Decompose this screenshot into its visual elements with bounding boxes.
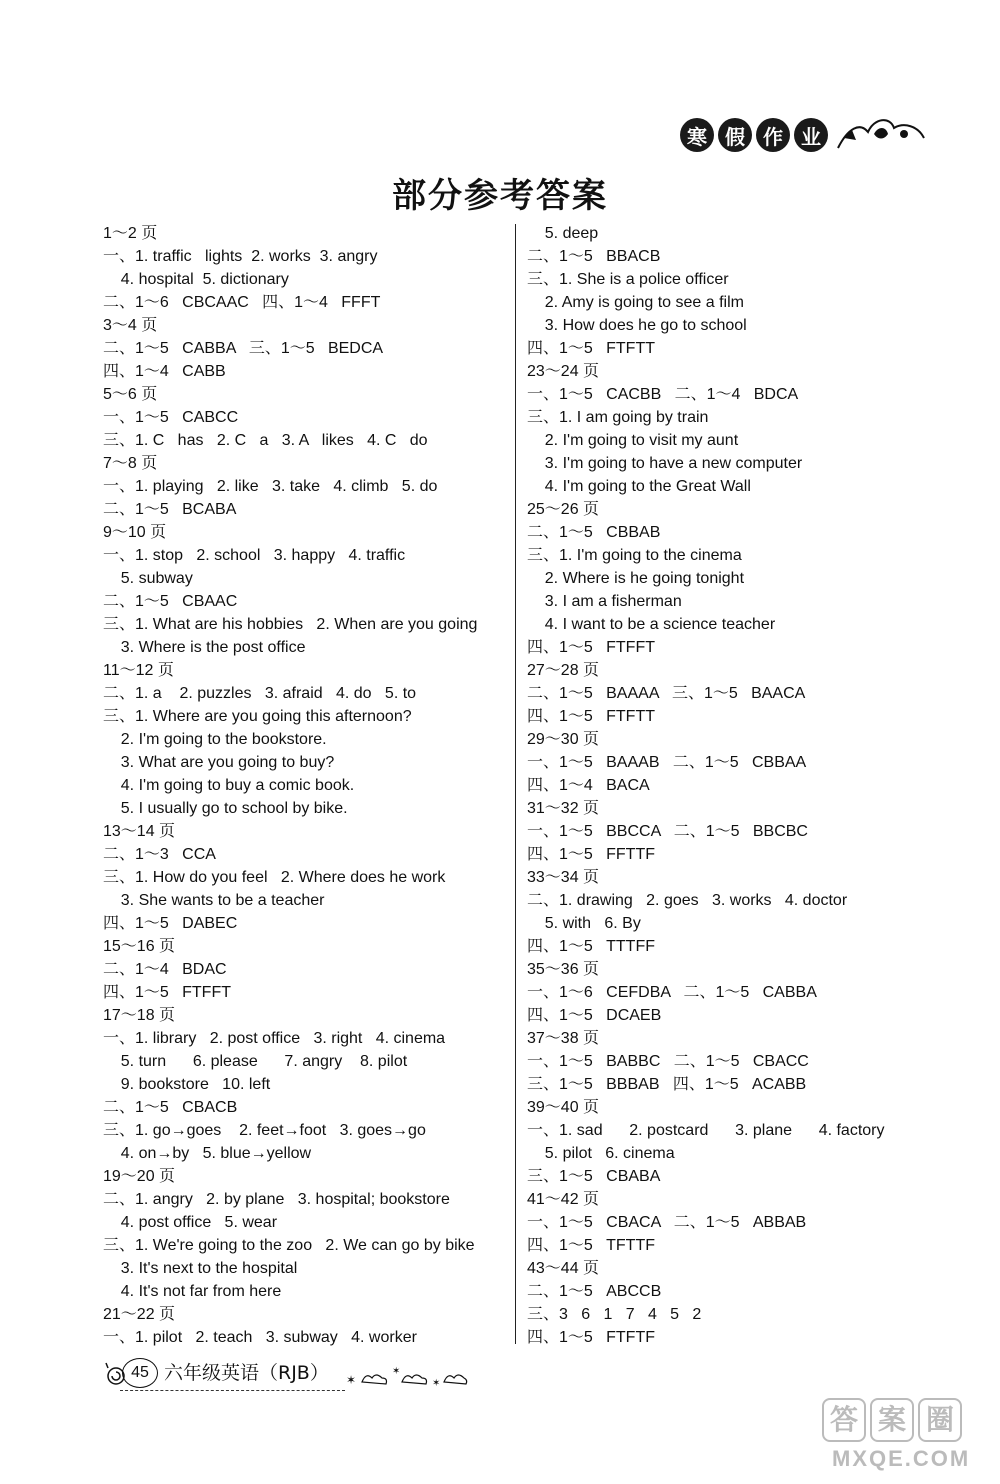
answer-line: 二、1. drawing 2. goes 3. works 4. doctor (527, 892, 848, 909)
answer-line: 一、1. traffic lights 2. works 3. angry (103, 248, 378, 265)
watermark-char: 答 (822, 1398, 866, 1442)
answer-line: 23～24 页 (527, 363, 600, 380)
answer-line: 二、1～5 CBAAC (103, 593, 238, 610)
answer-line: 四、1～5 FTFTT (527, 708, 656, 725)
answer-line: 一、1～5 CACBB 二、1～4 BDCA (527, 386, 799, 403)
answer-line: 3. Where is the post office (103, 639, 306, 656)
answer-line: 二、1. angry 2. by plane 3. hospital; bookstore (103, 1191, 450, 1208)
answer-line: 5. I usually go to school by bike. (103, 800, 348, 817)
answer-line: 5. pilot 6. cinema (527, 1145, 675, 1162)
answer-line: 一、1. sad 2. postcard 3. plane 4. factory (527, 1122, 885, 1139)
answer-line: 三、1～5 CBABA (527, 1168, 661, 1185)
answer-line: 一、1. pilot 2. teach 3. subway 4. worker (103, 1329, 417, 1346)
answer-line: 二、1～5 CBBAB (527, 524, 661, 541)
header-badge: 业 (794, 118, 828, 152)
watermark-char: 案 (870, 1398, 914, 1442)
answer-line: 四、1～5 FTFTT (527, 340, 656, 357)
header-badge: 寒 (680, 118, 714, 152)
answer-line: 二、1～5 ABCCB (527, 1283, 662, 1300)
answer-line: 2. I'm going to the bookstore. (103, 731, 327, 748)
answer-line: 3～4 页 (103, 317, 158, 334)
answer-line: 二、1～5 CBACB (103, 1099, 238, 1116)
answer-line: 5～6 页 (103, 386, 158, 403)
svg-text:✶: ✶ (432, 1378, 441, 1389)
answer-line: 二、1～4 BDAC (103, 961, 227, 978)
answer-line: 11～12 页 (103, 662, 174, 679)
answer-line: 三、1. What are his hobbies 2. When are you going (103, 616, 478, 633)
answer-line: 二、1～5 BAAAA 三、1～5 BAACA (527, 685, 806, 702)
answer-line: 5. deep (527, 225, 599, 242)
page-footer (100, 1356, 480, 1396)
answer-line: 4. I'm going to buy a comic book. (103, 777, 355, 794)
answer-line: 三、1. I'm going to the cinema (527, 547, 742, 564)
answer-line: 7～8 页 (103, 455, 158, 472)
answer-line: 3. I'm going to have a new computer (527, 455, 803, 472)
answer-line: 5. subway (103, 570, 193, 587)
answer-line: 一、1～5 CBACA 二、1～5 ABBAB (527, 1214, 807, 1231)
answer-line: 13～14 页 (103, 823, 176, 840)
answer-line: 19～20 页 (103, 1168, 176, 1185)
answer-line: 二、1～5 BCABA (103, 501, 237, 518)
watermark (822, 1398, 972, 1478)
answer-line: 一、1～5 BAAAB 二、1～5 CBBAA (527, 754, 807, 771)
svg-text:✶: ✶ (346, 1373, 357, 1387)
answer-line: 二、1～6 CBCAAC 四、1～4 FFFT (103, 294, 381, 311)
answer-line: 四、1～5 FTFFT (103, 984, 232, 1001)
answer-line: 1～2 页 (103, 225, 158, 242)
answer-line: 2. I'm going to visit my aunt (527, 432, 739, 449)
header-badge: 假 (718, 118, 752, 152)
answer-line: 二、1～5 BBACB (527, 248, 661, 265)
answer-line: 四、1～5 FTFTF (527, 1329, 656, 1346)
answer-line: 3. What are you going to buy? (103, 754, 335, 771)
answer-line: 四、1～5 TTTFF (527, 938, 656, 955)
answer-line: 三、1. C has 2. C a 3. A likes 4. C do (103, 432, 428, 449)
answer-line: 3. She wants to be a teacher (103, 892, 325, 909)
svg-text:✶: ✶ (392, 1366, 401, 1377)
answer-line: 三、1. We're going to the zoo 2. We can go by bike (103, 1237, 475, 1254)
answer-line: 39～40 页 (527, 1099, 600, 1116)
header-art (680, 108, 930, 160)
answer-line: 27～28 页 (527, 662, 600, 679)
answer-line: 4. hospital 5. dictionary (103, 271, 289, 288)
answer-line: 二、1～3 CCA (103, 846, 216, 863)
answer-line: 3. How does he go to school (527, 317, 747, 334)
answer-line: 2. Where is he going tonight (527, 570, 745, 587)
answer-line: 35～36 页 (527, 961, 600, 978)
answer-line: 33～34 页 (527, 869, 600, 886)
answer-line: 3. It's next to the hospital (103, 1260, 298, 1277)
header-badge: 作 (756, 118, 790, 152)
answer-line: 三、3 6 1 7 4 5 2 (527, 1306, 702, 1323)
answer-line: 四、1～5 TFTTF (527, 1237, 656, 1254)
answer-line: 3. I am a fisherman (527, 593, 682, 610)
answer-line: 5. with 6. By (527, 915, 641, 932)
answer-line: 一、1～6 CEFDBA 二、1～5 CABBA (527, 984, 817, 1001)
watermark-char: 圈 (918, 1398, 962, 1442)
answer-line: 5. turn 6. please 7. angry 8. pilot (103, 1053, 408, 1070)
answers-right-column (527, 222, 927, 1349)
answer-line: 43～44 页 (527, 1260, 600, 1277)
column-divider (515, 224, 516, 1344)
answer-line: 2. Amy is going to see a film (527, 294, 744, 311)
answer-line: 二、1. a 2. puzzles 3. afraid 4. do 5. to (103, 685, 417, 702)
answer-line: 4. I'm going to the Great Wall (527, 478, 751, 495)
footer-dashed-rule (120, 1390, 345, 1391)
answer-line: 一、1～5 BBCCA 二、1～5 BBCBC (527, 823, 808, 840)
answer-line: 一、1～5 BABBC 二、1～5 CBACC (527, 1053, 809, 1070)
answer-line: 一、1～5 CABCC (103, 409, 239, 426)
answer-line: 37～38 页 (527, 1030, 600, 1047)
answer-line: 三、1. How do you feel 2. Where does he work (103, 869, 446, 886)
answer-line: 15～16 页 (103, 938, 176, 955)
answer-line: 三、1. She is a police officer (527, 271, 729, 288)
answer-line: 三、1～5 BBBAB 四、1～5 ACABB (527, 1076, 807, 1093)
answer-line: 25～26 页 (527, 501, 600, 518)
answer-line: 一、1. playing 2. like 3. take 4. climb 5. do (103, 478, 438, 495)
answer-line: 4. on→by 5. blue→yellow (103, 1145, 312, 1162)
answer-line: 三、1. go→goes 2. feet→foot 3. goes→go (103, 1122, 426, 1139)
answer-line: 9. bookstore 10. left (103, 1076, 271, 1093)
answer-line: 4. post office 5. wear (103, 1214, 278, 1231)
answers-left-column (103, 222, 508, 1349)
answer-line: 三、1. I am going by train (527, 409, 709, 426)
answer-line: 三、1. Where are you going this afternoon? (103, 708, 412, 725)
cloud-star-decoration-icon (340, 1364, 470, 1390)
answer-line: 4. It's not far from here (103, 1283, 282, 1300)
answer-line: 四、1～4 BACA (527, 777, 650, 794)
answer-line: 一、1. stop 2. school 3. happy 4. traffic (103, 547, 406, 564)
answer-line: 四、1～4 CABB (103, 363, 226, 380)
flower-decoration-icon (834, 108, 928, 158)
answer-line: 21～22 页 (103, 1306, 176, 1323)
answer-line: 四、1～5 FFTTF (527, 846, 656, 863)
answer-line: 31～32 页 (527, 800, 600, 817)
page-number: 45 (122, 1358, 158, 1388)
answer-line: 9～10 页 (103, 524, 167, 541)
answer-line: 四、1～5 FTFFT (527, 639, 656, 656)
answer-line: 二、1～5 CABBA 三、1～5 BEDCA (103, 340, 384, 357)
watermark-domain: MXQE.COM (832, 1446, 971, 1471)
answer-line: 4. I want to be a science teacher (527, 616, 776, 633)
answer-line: 29～30 页 (527, 731, 600, 748)
answer-line: 四、1～5 DCAEB (527, 1007, 662, 1024)
answer-line: 17～18 页 (103, 1007, 176, 1024)
book-title: 六年级英语（RJB） (164, 1362, 329, 1384)
answer-line: 四、1～5 DABEC (103, 915, 238, 932)
answer-line: 一、1. library 2. post office 3. right 4. cinema (103, 1030, 446, 1047)
answer-line: 41～42 页 (527, 1191, 600, 1208)
page-title: 部分参考答案 (392, 176, 608, 216)
